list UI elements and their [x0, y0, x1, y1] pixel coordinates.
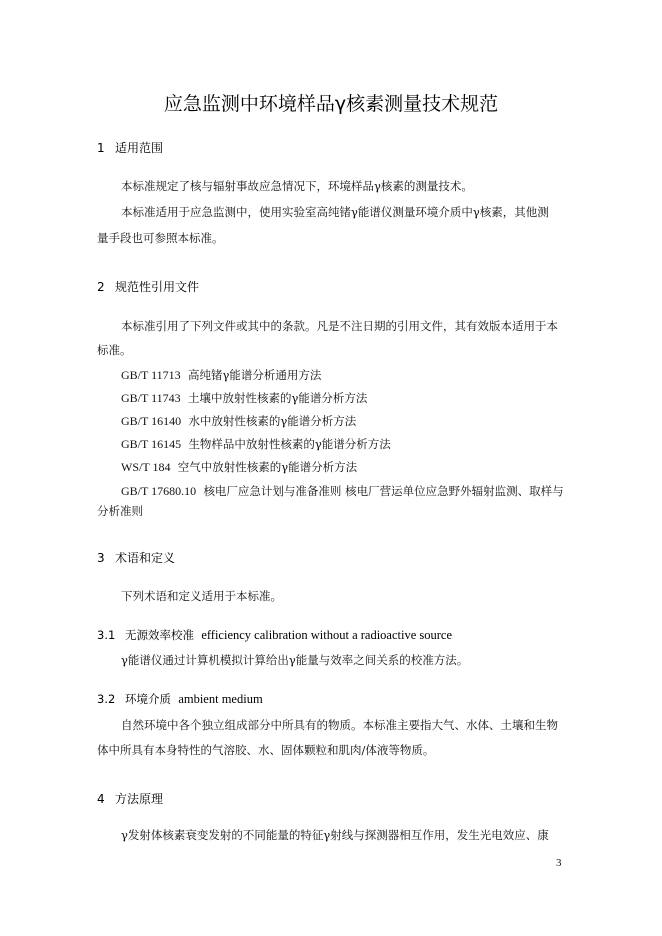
reference-title: 核电厂应急计划与准备准则 核电厂营运单位应急野外辐射监测、取样与 [203, 484, 564, 498]
section-number: 1 [97, 141, 105, 155]
section-4-heading [97, 790, 163, 807]
term-3-1-heading [97, 627, 452, 643]
section-title: 适用范围 [115, 141, 164, 155]
term-number: 3.1 [97, 628, 116, 642]
reference-item [121, 413, 356, 429]
reference-title: 土壤中放射性核素的γ能谱分析方法 [187, 391, 368, 405]
term-3-2-heading [97, 691, 263, 707]
page-title: 应急监测中环境样品γ核素测量技术规范 [163, 93, 499, 115]
page-number: 3 [556, 857, 562, 869]
reference-code: GB/T 16145 [121, 437, 182, 451]
reference-code: GB/T 11713 [121, 368, 181, 382]
paragraph-line: 量手段也可参照本标准。 [97, 231, 224, 245]
section-title: 术语和定义 [115, 551, 176, 565]
term-definition: γ能谱仪通过计算机模拟计算给出γ能量与效率之间关系的校准方法。 [121, 653, 469, 667]
reference-title: 水中放射性核素的γ能谱分析方法 [188, 414, 357, 428]
term-definition: 体中所具有本身特性的气溶胶、水、固体颗粒和肌肉/体液等物质。 [97, 743, 435, 757]
reference-item [121, 390, 367, 406]
reference-title: 空气中放射性核素的γ能谱分析方法 [177, 460, 358, 474]
term-name: 环境介质 [125, 692, 171, 706]
reference-code: WS/T 184 [121, 460, 171, 474]
reference-title: 高纯锗γ能谱分析通用方法 [187, 368, 322, 382]
reference-title: 生物样品中放射性核素的γ能谱分析方法 [188, 437, 391, 451]
reference-item [121, 459, 357, 475]
term-english: ambient medium [178, 692, 263, 706]
paragraph-line: γ发射体核素衰变发射的不同能量的特征γ射线与探测器相互作用，发生光电效应、康 [121, 828, 549, 842]
section-1-heading [97, 139, 163, 156]
section-number: 2 [97, 280, 105, 294]
reference-item [121, 483, 564, 499]
reference-code: GB/T 16140 [121, 414, 182, 428]
paragraph-line: 本标准规定了核与辐射事故应急情况下，环境样品γ核素的测量技术。 [121, 179, 473, 193]
reference-code: GB/T 11743 [121, 391, 181, 405]
paragraph-line: 本标准适用于应急监测中，使用实验室高纯锗γ能谱仪测量环境介质中γ核素，其他测 [121, 205, 549, 219]
section-number: 3 [97, 551, 105, 565]
reference-item [121, 367, 321, 383]
term-definition: 自然环境中各个独立组成部分中所具有的物质。本标准主要指大气、水体、土壤和生物 [121, 718, 558, 732]
paragraph-line: 标准。 [97, 343, 132, 357]
term-name: 无源效率校准 [125, 628, 194, 642]
reference-continuation: 分析准则 [97, 504, 143, 518]
paragraph-line: 本标准引用了下列文件或其中的条款。凡是不注日期的引用文件，其有效版本适用于本 [121, 319, 558, 333]
section-3-heading [97, 549, 175, 566]
reference-code: GB/T 17680.10 [121, 484, 197, 498]
term-number: 3.2 [97, 692, 116, 706]
paragraph-line: 下列术语和定义适用于本标准。 [121, 589, 282, 603]
section-title: 方法原理 [115, 792, 164, 806]
section-title: 规范性引用文件 [115, 280, 200, 294]
section-number: 4 [97, 792, 105, 806]
section-2-heading [97, 278, 199, 295]
reference-item [121, 436, 391, 452]
term-english: efficiency calibration without a radioactive source [201, 628, 453, 642]
